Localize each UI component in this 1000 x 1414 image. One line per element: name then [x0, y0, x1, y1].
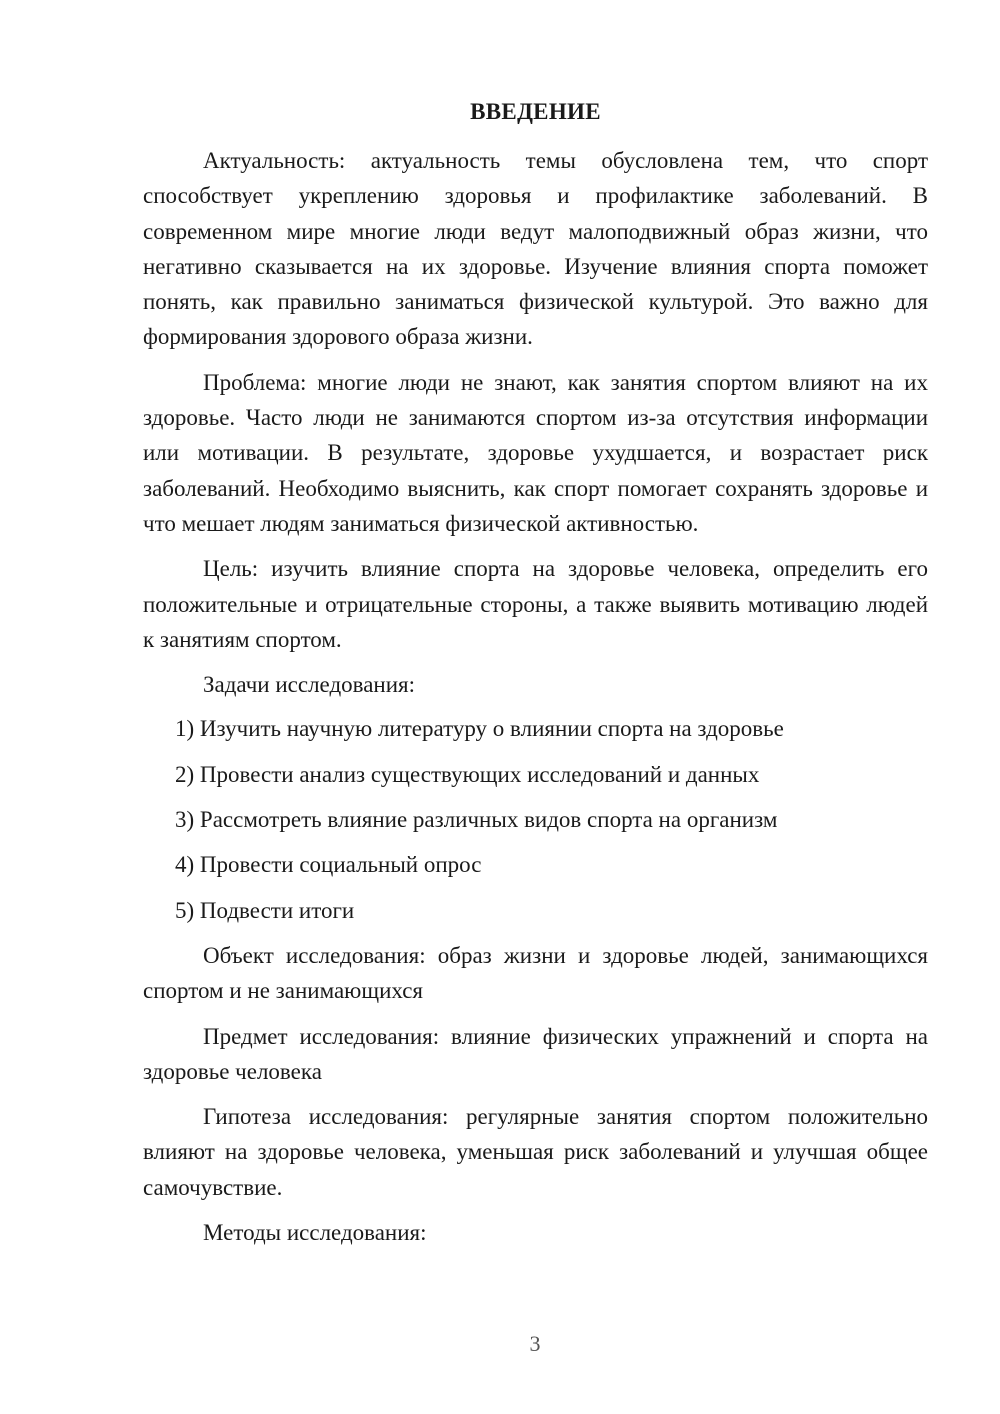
page-number: 3 [529, 1331, 541, 1356]
list-item: 2) Провести анализ существующих исследований и данных [175, 761, 760, 787]
paragraph-hypothesis: Гипотеза исследования: регулярные занятия спортом положительно влияют на здоровье человека, уменьшая риск заболеваний и улучшая общее самочувствие. [143, 1104, 928, 1200]
page-title: ВВЕДЕНИЕ [470, 99, 601, 124]
paragraph-subject: Предмет исследования: влияние физических упражнений и спорта на здоровье человека [143, 1023, 928, 1084]
tasks-heading: Задачи исследования: [203, 672, 416, 698]
paragraph-problem: Проблема: многие люди не знают, как занятия спортом влияют на их здоровье. Часто люди не занимаются спортом из-за отсутствия информации или мотивации. В результате, здоровье ухудшается, и возрастает риск заболеваний. Необходимо выяснить, как спорт помогает сохранять здоровье и что мешает людям заниматься физической активностью. [143, 369, 928, 536]
list-item: 4) Провести социальный опрос [175, 852, 482, 878]
page-content [143, 94, 928, 1260]
paragraph-goal: Цель: изучить влияние спорта на здоровье человека, определить его положительные и отрицательные стороны, а также выявить мотивацию людей к занятиям спортом. [143, 556, 928, 652]
list-item: 1) Изучить научную литературу о влиянии спорта на здоровье [175, 716, 784, 742]
list-item: 3) Рассмотреть влияние различных видов спорта на организм [175, 807, 778, 833]
tasks-list [143, 711, 928, 927]
paragraph-object: Объект исследования: образ жизни и здоровье людей, занимающихся спортом и не занимающихся [143, 942, 928, 1004]
paragraph-relevance: Актуальность: актуальность темы обусловлена тем, что спорт способствует укреплению здоровья и профилактике заболеваний. В современном мире многие люди ведут малоподвижный образ жизни, что негативно сказывается на их здоровье. Изучение влияния спорта поможет понять, как правильно заниматься физической культурой. Это важно для формирования здорового образа жизни. [143, 148, 928, 350]
list-item: 5) Подвести итоги [175, 897, 355, 923]
methods-heading: Методы исследования: [203, 1220, 427, 1246]
